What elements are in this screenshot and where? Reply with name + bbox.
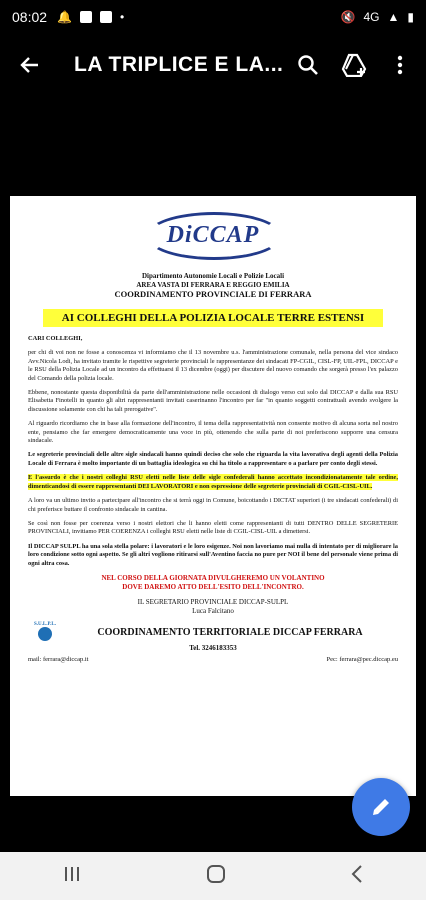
dot-icon: • bbox=[120, 10, 125, 24]
mute-icon: 🔇 bbox=[340, 10, 356, 24]
sulpl-emblem-icon bbox=[38, 627, 52, 641]
notification-icons bbox=[57, 10, 124, 24]
arrow-left-icon bbox=[20, 55, 40, 75]
org-line-1: Dipartimento Autonomie Locali e Polizie Locali bbox=[141, 272, 285, 280]
contact-emails bbox=[28, 656, 398, 663]
signature-block bbox=[28, 598, 398, 616]
notification-bell-icon: 🔔 bbox=[57, 10, 72, 24]
signature-title: IL SEGRETARIO PROVINCIALE DICCAP-SULPL bbox=[137, 597, 289, 606]
system-icons bbox=[341, 10, 414, 24]
recent-apps-button[interactable] bbox=[62, 865, 82, 888]
paragraph-1: per chi di voi non ne fosse a conoscenza vi informiamo che il 13 novembre u.s. l'amministrazione comunale, nella persona del vice sindaco Avv.Nicola Lodi, ha invitato tramite le rispettive segreterie provinciali le rappresentanze dei sindacati FP-CGIL, CISL-FP, UIL-FPL, DICCAP e le RSU della Polizia Locale ad un incontro da effettuarsi il 13 dicembre (oggi) per discutere del nuovo comando che sorgerà presso l'ex palazzo del Comando della polizia locale. bbox=[28, 349, 398, 382]
logo-text: DiCCAP bbox=[166, 222, 260, 248]
coordination-title: COORDINAMENTO TERRITORIALE DICCAP FERRARA bbox=[97, 627, 363, 639]
add-to-drive-button[interactable] bbox=[340, 51, 368, 79]
search-icon bbox=[297, 54, 319, 76]
chevron-left-icon bbox=[350, 864, 364, 884]
phone-number: Tel. 3246183353 bbox=[189, 643, 237, 652]
paragraph-6: A loro va un ultimo invito a partecipare all'incontro che si terrà oggi in Comune, boicottando i DICTAT superiori (i tre sindacati confederali) di chi preferisce buttare il confronto sindacale in cantina. bbox=[28, 497, 398, 513]
organization-header bbox=[28, 272, 398, 299]
document-headline: AI COLLEGHI DELLA POLIZIA LOCALE TERRE ESTENSI bbox=[43, 309, 383, 327]
system-nav-bar bbox=[0, 852, 426, 900]
red-notice: NEL CORSO DELLA GIORNATA DIVULGHEREMO UN VOLANTINO DOVE DAREMO ATTO DELL'ESITO DELL'INCONTRO. bbox=[101, 573, 325, 591]
footer-row bbox=[28, 622, 398, 644]
edit-fab-button[interactable] bbox=[352, 778, 410, 836]
paragraph-5: E l'assurdo è che i nostri colleghi RSU eletti nelle liste delle sigle confederali hanno accettato incondizionatamente tale ordine, dimenticandosi di essere rappresentanti DEI LAVORATORI e non espressione delle segreterie provinciali di CGIL-CISL-UIL. bbox=[28, 474, 398, 490]
diccap-logo bbox=[28, 210, 398, 266]
search-button[interactable] bbox=[294, 51, 322, 79]
status-time: 08:02 bbox=[12, 9, 48, 25]
home-icon bbox=[206, 864, 226, 884]
back-nav-button[interactable] bbox=[350, 864, 364, 889]
email-link[interactable]: mail: ferrara@diccap.it bbox=[28, 655, 89, 663]
document-page[interactable] bbox=[10, 196, 416, 796]
gallery-icon bbox=[100, 11, 112, 23]
more-options-button[interactable] bbox=[386, 51, 414, 79]
paragraph-7: Se così non fosse per coerenza verso i nostri elettori che li hanno eletti come rappresentanti di tutti DENTRO DELLE SEGRETERIE PROVINCIALI, invitiamo PER COERENZA i colleghi RSU eletti nelle liste di CGIL-CISL-UIL a dimettersi. bbox=[28, 519, 398, 536]
salutation: CARI COLLEGHI, bbox=[28, 335, 83, 342]
home-button[interactable] bbox=[206, 864, 226, 889]
status-bar bbox=[0, 0, 426, 34]
paragraph-3: Al riguardo ricordiamo che in base alla formazione dell'incontro, il tema della rappresentatività non consente motivo di alcuna sorta nel nostro ente, pensiamo che far emergere democraticamente una voce in più, ottenendo che sulla parte di noi preferiscono supporre una censura sindacale. bbox=[28, 420, 398, 445]
drive-add-icon bbox=[341, 53, 367, 77]
document-title: LA TRIPLICE E LA... bbox=[74, 53, 284, 76]
pencil-icon bbox=[370, 796, 392, 818]
org-line-3: COORDINAMENTO PROVINCIALE DI FERRARA bbox=[114, 289, 312, 299]
paragraph-4: Le segreterie provinciali delle altre sigle sindacali hanno quindi deciso che solo che riguarda la vita lavorativa degli agenti della Polizia Locale di Ferrara è molto importante di un battaglia ideologica su chi ha titolo a rappresentare o a parlare per conto degli stessi. bbox=[28, 451, 398, 467]
network-type: 4G bbox=[363, 10, 380, 24]
paragraph-8: Il DICCAP SULPL ha una sola stella polare: i lavoratori e le loro esigenze. Noi non lavoriamo mai nulla di intentato per di migliorare la loro condizione sotto ogni aspetto. Se gli altri vogliono ritirarsi sull'Aventino faccia no pure per NOI il bene del personale viene prima di ogni altra cosa. bbox=[28, 542, 398, 567]
sulpl-logo: S.U.L.P.L. bbox=[28, 622, 62, 644]
app-bar bbox=[0, 34, 426, 96]
back-button[interactable] bbox=[12, 47, 48, 83]
pec-email: Pec: ferrara@pec.diccap.eu bbox=[326, 655, 398, 663]
signature-name: Luca Falcitano bbox=[192, 606, 234, 615]
paragraph-2: Ebbene, nonostante questa disponibilità da parte dell'amministrazione nelle occasioni di dialogo verso cui solo dal DICCAP e dalla sua RSU Elisabetta Finotelli in quanto gli altri rappresentanti invitati caserinanno l'incontro per far "in quanto soggetti contrattuali avendo svolgere la discussione solamente con chi ha tali prerogative". bbox=[28, 389, 398, 413]
signal-icon: ▲ bbox=[387, 10, 400, 24]
org-line-2: AREA VASTA DI FERRARA E REGGIO EMILIA bbox=[136, 281, 290, 289]
more-vert-icon bbox=[397, 55, 403, 75]
facebook-icon bbox=[80, 11, 92, 23]
recent-apps-icon bbox=[62, 865, 82, 883]
battery-icon: ▮ bbox=[407, 10, 414, 24]
